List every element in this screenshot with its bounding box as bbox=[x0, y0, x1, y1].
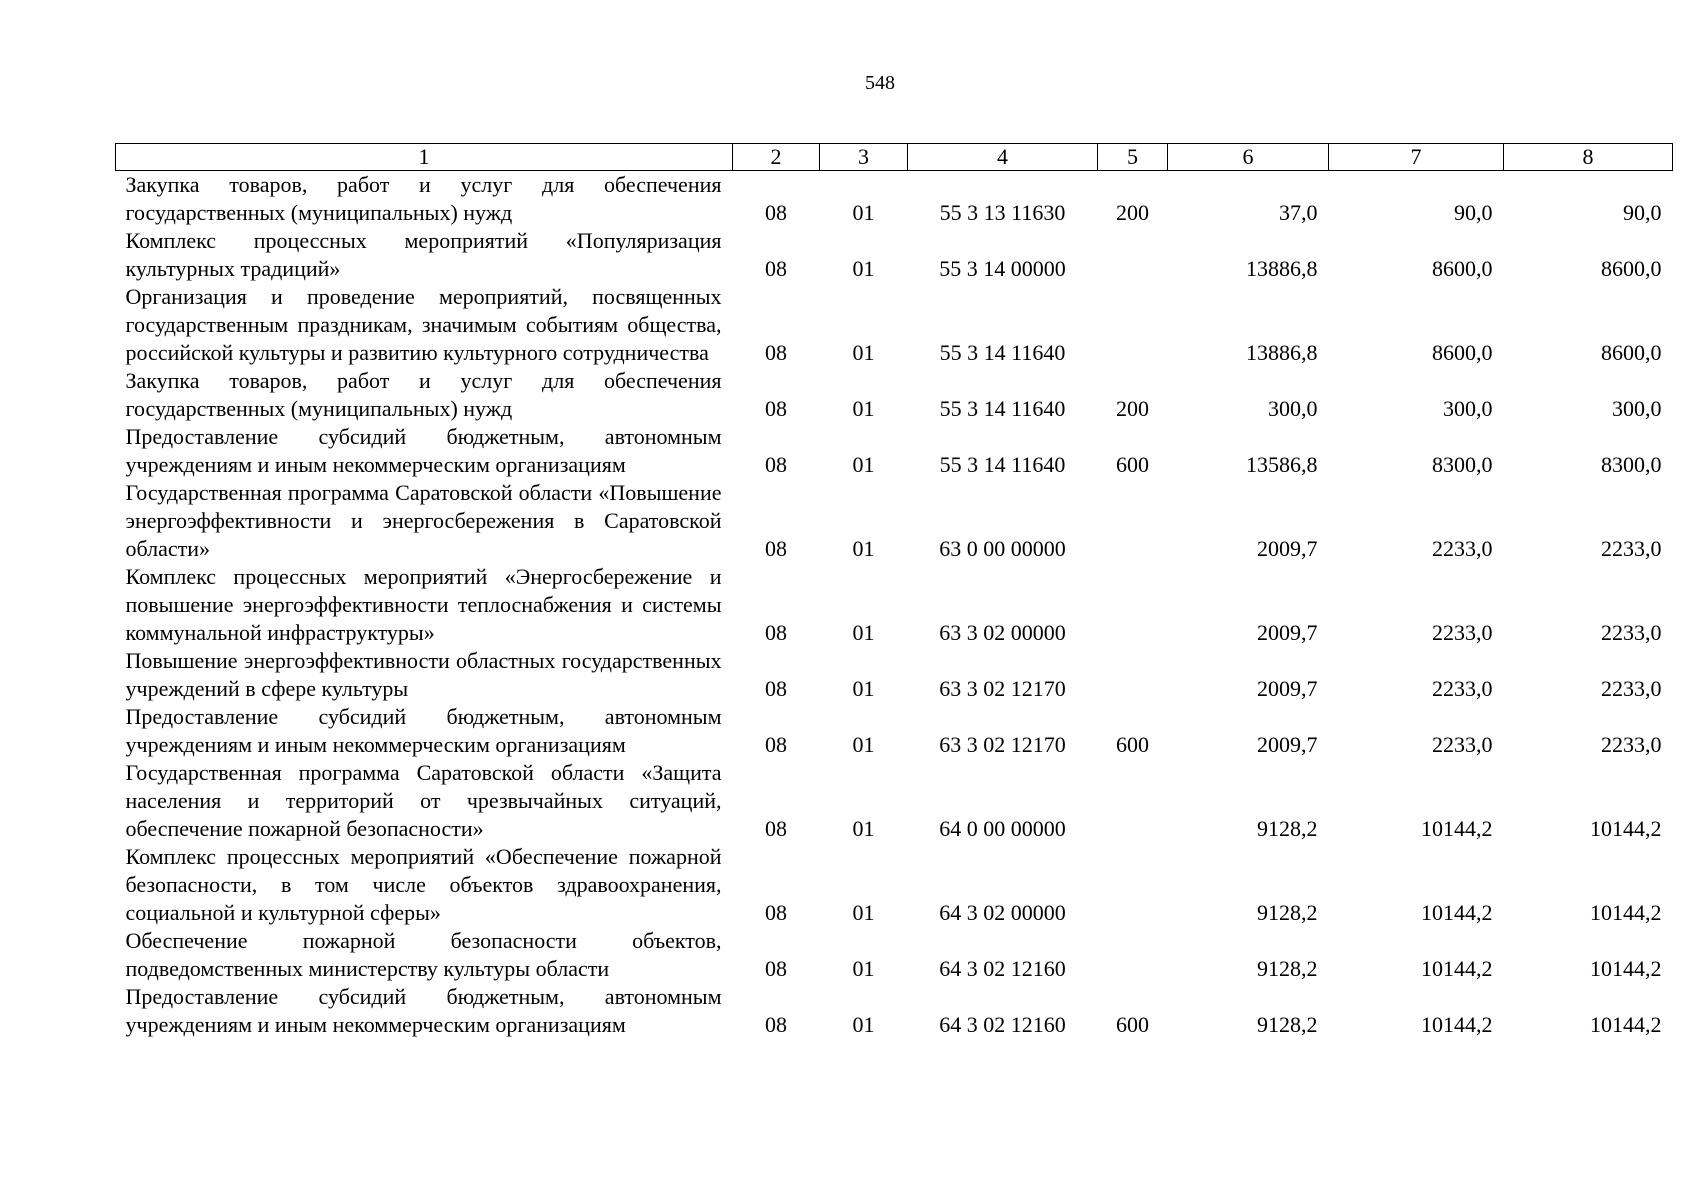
cell-amount-8: 10144,2 bbox=[1590, 816, 1662, 841]
table-row bbox=[116, 703, 1673, 759]
cell-target-code: 55 3 14 00000 bbox=[939, 256, 1066, 281]
row-name: Государственная программа Саратовской области «Повышение энергоэффективности и энергосбережения в Саратовской области» bbox=[125, 480, 722, 561]
table-row bbox=[116, 759, 1673, 843]
cell-target-code: 63 3 02 00000 bbox=[939, 620, 1066, 645]
cell-target-code: 64 3 02 12160 bbox=[939, 956, 1066, 981]
cell-subsection: 01 bbox=[852, 620, 875, 645]
column-header: 3 bbox=[820, 144, 908, 171]
cell-target-code: 64 3 02 00000 bbox=[939, 900, 1066, 925]
table-row bbox=[116, 983, 1673, 1039]
column-header: 6 bbox=[1168, 144, 1329, 171]
cell-subsection: 01 bbox=[852, 732, 875, 757]
cell-section: 08 bbox=[765, 256, 787, 281]
row-name: Организация и проведение мероприятий, посвященных государственным праздникам, значимым событиям общества, российской культуры и развитию культурного сотрудничества bbox=[125, 284, 722, 365]
cell-expense-type: 600 bbox=[1116, 1012, 1149, 1037]
cell-amount-6: 9128,2 bbox=[1257, 1012, 1318, 1037]
cell-amount-7: 2233,0 bbox=[1432, 620, 1493, 645]
cell-amount-7: 8300,0 bbox=[1432, 452, 1493, 477]
cell-amount-6: 13886,8 bbox=[1246, 256, 1318, 281]
column-header: 2 bbox=[733, 144, 820, 171]
cell-amount-8: 300,0 bbox=[1612, 396, 1662, 421]
cell-section: 08 bbox=[765, 620, 787, 645]
cell-expense-type bbox=[1098, 479, 1168, 563]
table-row bbox=[116, 227, 1673, 283]
cell-section: 08 bbox=[765, 536, 787, 561]
column-header: 4 bbox=[908, 144, 1098, 171]
row-name: Обеспечение пожарной безопасности объектов, подведомственных министерству культуры области bbox=[125, 928, 722, 981]
cell-amount-7: 90,0 bbox=[1454, 200, 1493, 225]
cell-target-code: 55 3 14 11640 bbox=[939, 452, 1066, 477]
cell-amount-6: 2009,7 bbox=[1257, 620, 1318, 645]
column-header: 8 bbox=[1504, 144, 1673, 171]
cell-amount-8: 8600,0 bbox=[1601, 340, 1662, 365]
budget-table bbox=[115, 143, 1673, 1039]
column-header: 1 bbox=[116, 144, 733, 171]
cell-expense-type: 600 bbox=[1116, 452, 1149, 477]
table-row bbox=[116, 843, 1673, 927]
cell-amount-8: 2233,0 bbox=[1601, 536, 1662, 561]
row-name: Предоставление субсидий бюджетным, автономным учреждениям и иным некоммерческим организациям bbox=[125, 424, 722, 477]
row-name: Закупка товаров, работ и услуг для обеспечения государственных (муниципальных) нужд bbox=[125, 368, 722, 421]
column-header: 7 bbox=[1329, 144, 1504, 171]
row-name: Закупка товаров, работ и услуг для обеспечения государственных (муниципальных) нужд bbox=[125, 172, 722, 225]
cell-amount-8: 2233,0 bbox=[1601, 732, 1662, 757]
cell-amount-8: 10144,2 bbox=[1590, 956, 1662, 981]
row-name: Государственная программа Саратовской области «Защита населения и территорий от чрезвычайных ситуаций, обеспечение пожарной безопасности» bbox=[125, 760, 722, 841]
cell-section: 08 bbox=[765, 200, 787, 225]
cell-section: 08 bbox=[765, 676, 787, 701]
row-name: Повышение энергоэффективности областных государственных учреждений в сфере культуры bbox=[125, 648, 722, 701]
cell-amount-7: 10144,2 bbox=[1421, 1012, 1493, 1037]
cell-section: 08 bbox=[765, 1012, 787, 1037]
cell-section: 08 bbox=[765, 732, 787, 757]
cell-amount-8: 10144,2 bbox=[1590, 1012, 1662, 1037]
cell-target-code: 63 3 02 12170 bbox=[939, 732, 1066, 757]
cell-amount-8: 8300,0 bbox=[1601, 452, 1662, 477]
table-row bbox=[116, 927, 1673, 983]
cell-subsection: 01 bbox=[852, 536, 875, 561]
row-name: Комплекс процессных мероприятий «Популяризация культурных традиций» bbox=[125, 228, 722, 281]
row-name: Комплекс процессных мероприятий «Энергосбережение и повышение энергоэффективности теплоснабжения и системы коммунальной инфраструктуры» bbox=[125, 564, 722, 645]
cell-amount-8: 10144,2 bbox=[1590, 900, 1662, 925]
cell-subsection: 01 bbox=[852, 816, 875, 841]
cell-amount-7: 2233,0 bbox=[1432, 732, 1493, 757]
cell-amount-7: 300,0 bbox=[1443, 396, 1493, 421]
cell-target-code: 63 3 02 12170 bbox=[939, 676, 1066, 701]
cell-target-code: 64 0 00 00000 bbox=[939, 816, 1066, 841]
cell-expense-type bbox=[1098, 927, 1168, 983]
cell-amount-7: 2233,0 bbox=[1432, 676, 1493, 701]
page-number: 548 bbox=[865, 72, 895, 94]
cell-amount-6: 2009,7 bbox=[1257, 536, 1318, 561]
cell-amount-7: 2233,0 bbox=[1432, 536, 1493, 561]
cell-expense-type bbox=[1098, 647, 1168, 703]
row-name: Предоставление субсидий бюджетным, автономным учреждениям и иным некоммерческим организациям bbox=[125, 984, 722, 1037]
column-header: 5 bbox=[1098, 144, 1168, 171]
cell-amount-8: 8600,0 bbox=[1601, 256, 1662, 281]
table-row bbox=[116, 647, 1673, 703]
cell-amount-7: 10144,2 bbox=[1421, 956, 1493, 981]
cell-amount-6: 13886,8 bbox=[1246, 340, 1318, 365]
cell-expense-type: 200 bbox=[1116, 396, 1149, 421]
cell-subsection: 01 bbox=[852, 956, 875, 981]
cell-target-code: 55 3 14 11640 bbox=[939, 340, 1066, 365]
cell-section: 08 bbox=[765, 396, 787, 421]
cell-amount-7: 8600,0 bbox=[1432, 256, 1493, 281]
cell-expense-type bbox=[1098, 283, 1168, 367]
cell-subsection: 01 bbox=[852, 1012, 875, 1037]
cell-subsection: 01 bbox=[852, 676, 875, 701]
cell-amount-7: 8600,0 bbox=[1432, 340, 1493, 365]
cell-amount-7: 10144,2 bbox=[1421, 900, 1493, 925]
cell-amount-6: 9128,2 bbox=[1257, 956, 1318, 981]
cell-amount-6: 37,0 bbox=[1279, 200, 1318, 225]
cell-amount-7: 10144,2 bbox=[1421, 816, 1493, 841]
table-row bbox=[116, 171, 1673, 228]
cell-amount-6: 300,0 bbox=[1268, 396, 1318, 421]
table-row bbox=[116, 367, 1673, 423]
cell-amount-8: 2233,0 bbox=[1601, 620, 1662, 645]
cell-amount-6: 9128,2 bbox=[1257, 900, 1318, 925]
cell-expense-type bbox=[1098, 843, 1168, 927]
cell-subsection: 01 bbox=[852, 900, 875, 925]
cell-section: 08 bbox=[765, 816, 787, 841]
table-row bbox=[116, 563, 1673, 647]
cell-target-code: 55 3 14 11640 bbox=[939, 396, 1066, 421]
cell-amount-6: 9128,2 bbox=[1257, 816, 1318, 841]
cell-subsection: 01 bbox=[852, 396, 875, 421]
cell-section: 08 bbox=[765, 340, 787, 365]
cell-subsection: 01 bbox=[852, 340, 875, 365]
cell-amount-8: 2233,0 bbox=[1601, 676, 1662, 701]
row-name: Комплекс процессных мероприятий «Обеспечение пожарной безопасности, в том числе объектов здравоохранения, социальной и культурной сферы» bbox=[125, 844, 722, 925]
cell-amount-6: 2009,7 bbox=[1257, 676, 1318, 701]
cell-subsection: 01 bbox=[852, 452, 875, 477]
cell-expense-type bbox=[1098, 227, 1168, 283]
cell-subsection: 01 bbox=[852, 256, 875, 281]
cell-section: 08 bbox=[765, 956, 787, 981]
cell-amount-6: 2009,7 bbox=[1257, 732, 1318, 757]
cell-amount-6: 13586,8 bbox=[1246, 452, 1318, 477]
cell-section: 08 bbox=[765, 452, 787, 477]
cell-subsection: 01 bbox=[852, 200, 875, 225]
cell-expense-type: 200 bbox=[1116, 200, 1149, 225]
cell-amount-8: 90,0 bbox=[1623, 200, 1662, 225]
cell-target-code: 63 0 00 00000 bbox=[939, 536, 1066, 561]
header-row bbox=[116, 144, 1673, 171]
table-row bbox=[116, 423, 1673, 479]
row-name: Предоставление субсидий бюджетным, автономным учреждениям и иным некоммерческим организациям bbox=[125, 704, 722, 757]
table-row bbox=[116, 479, 1673, 563]
cell-expense-type bbox=[1098, 563, 1168, 647]
cell-expense-type bbox=[1098, 759, 1168, 843]
cell-expense-type: 600 bbox=[1116, 732, 1149, 757]
cell-target-code: 64 3 02 12160 bbox=[939, 1012, 1066, 1037]
cell-section: 08 bbox=[765, 900, 787, 925]
table-row bbox=[116, 283, 1673, 367]
cell-target-code: 55 3 13 11630 bbox=[939, 200, 1066, 225]
